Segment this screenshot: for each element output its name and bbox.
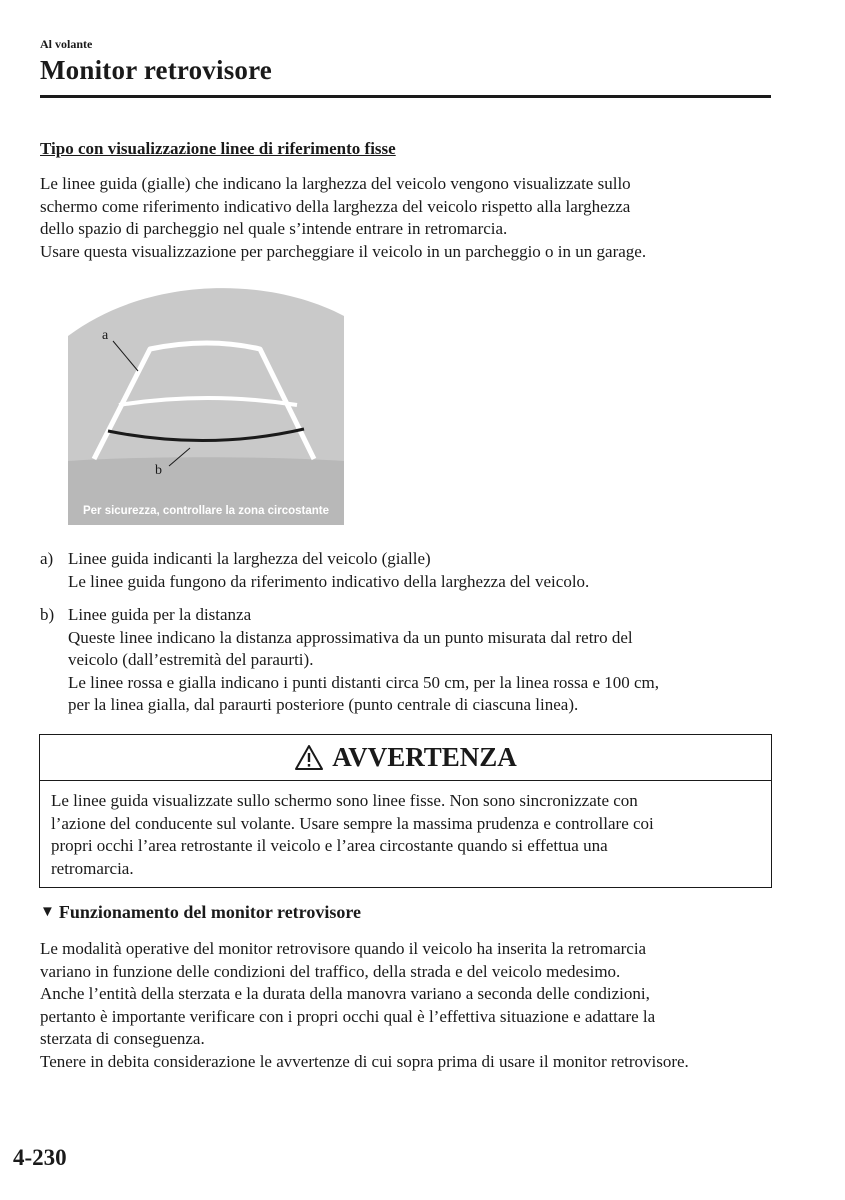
text-line: l’azione del conducente sul volante. Usare sempre la massima prudenza e controllare coi <box>51 813 654 833</box>
list-item-a <box>40 548 775 593</box>
text-line: variano in funzione delle condizioni del traffico, della strada e del veicolo medesimo. <box>40 961 621 981</box>
warning-triangle-icon <box>294 744 324 771</box>
text-line: propri occhi l’area retrostante il veicolo e l’area circostante quando si effettua una <box>51 836 608 855</box>
operation-heading <box>40 902 361 923</box>
text-line: Linee guida per la distanza <box>68 605 252 624</box>
rear-camera-figure <box>68 281 344 525</box>
rear-camera-screen-illustration <box>68 281 344 525</box>
text-line: veicolo (dall’estremità del paraurti). <box>68 650 314 669</box>
text-line: Tenere in debita considerazione le avvertenze di cui sopra prima di usare il monitor retrovisore. <box>40 1051 689 1071</box>
warning-header <box>40 735 771 781</box>
list-marker: b) <box>40 605 55 624</box>
fixed-lines-heading: Tipo con visualizzazione linee di riferimento fisse <box>40 139 396 158</box>
title-rule <box>40 95 771 98</box>
text-line: Le linee guida visualizzate sullo schermo sono linee fisse. Non sono sincronizzate con <box>51 791 638 810</box>
operation-paragraph <box>40 938 775 1073</box>
text-line: per la linea gialla, dal paraurti posteriore (punto centrale di ciascuna linea). <box>68 695 579 714</box>
text-line: Le linee guida fungono da riferimento indicativo della larghezza del veicolo. <box>68 571 590 591</box>
triangle-down-icon: ▼ <box>40 904 55 920</box>
text-line: dello spazio di parcheggio nel quale s’intende entrare in retromarcia. <box>40 219 508 238</box>
text-line: sterzata di conseguenza. <box>40 1029 205 1048</box>
operation-heading-text: Funzionamento del monitor retrovisore <box>58 902 362 922</box>
figure-caption: Per sicurezza, controllare la zona circostante <box>82 505 330 517</box>
text-line: Queste linee indicano la distanza approssimativa da un punto misurata dal retro del <box>68 627 633 647</box>
list-item-b <box>40 604 775 717</box>
text-line: retromarcia. <box>51 858 134 878</box>
text-line: Usare questa visualizzazione per parcheggiare il veicolo in un parcheggio o in un garage. <box>40 241 647 261</box>
section-label: Al volante <box>40 37 93 51</box>
intro-paragraph <box>40 173 775 263</box>
text-line: Le linee guida (gialle) che indicano la larghezza del veicolo vengono visualizzate sullo <box>40 174 631 193</box>
text-line: Anche l’entità della sterzata e la durata della manovra variano a seconda delle condizioni, <box>40 984 650 1003</box>
warning-text <box>51 790 763 880</box>
list-marker: a) <box>40 549 54 568</box>
text-line: schermo come riferimento indicativo della larghezza del veicolo rispetto alla larghezza <box>40 196 631 216</box>
text-line: Le linee rossa e gialla indicano i punti distanti circa 50 cm, per la linea rossa e 100 cm, <box>68 672 660 692</box>
warning-title: AVVERTENZA <box>332 742 517 772</box>
figure-label-b: b <box>155 463 162 478</box>
figure-label-a: a <box>102 328 109 343</box>
text-line: Le modalità operative del monitor retrovisore quando il veicolo ha inserita la retromarcia <box>40 939 647 958</box>
text-line: pertanto è importante verificare con i propri occhi qual è l’effettiva situazione e adattare la <box>40 1006 656 1026</box>
page-number: 4-230 <box>13 1145 67 1170</box>
text-line: Linee guida indicanti la larghezza del veicolo (gialle) <box>68 549 431 568</box>
warning-box <box>39 734 772 888</box>
page-title: Monitor retrovisore <box>40 55 272 85</box>
